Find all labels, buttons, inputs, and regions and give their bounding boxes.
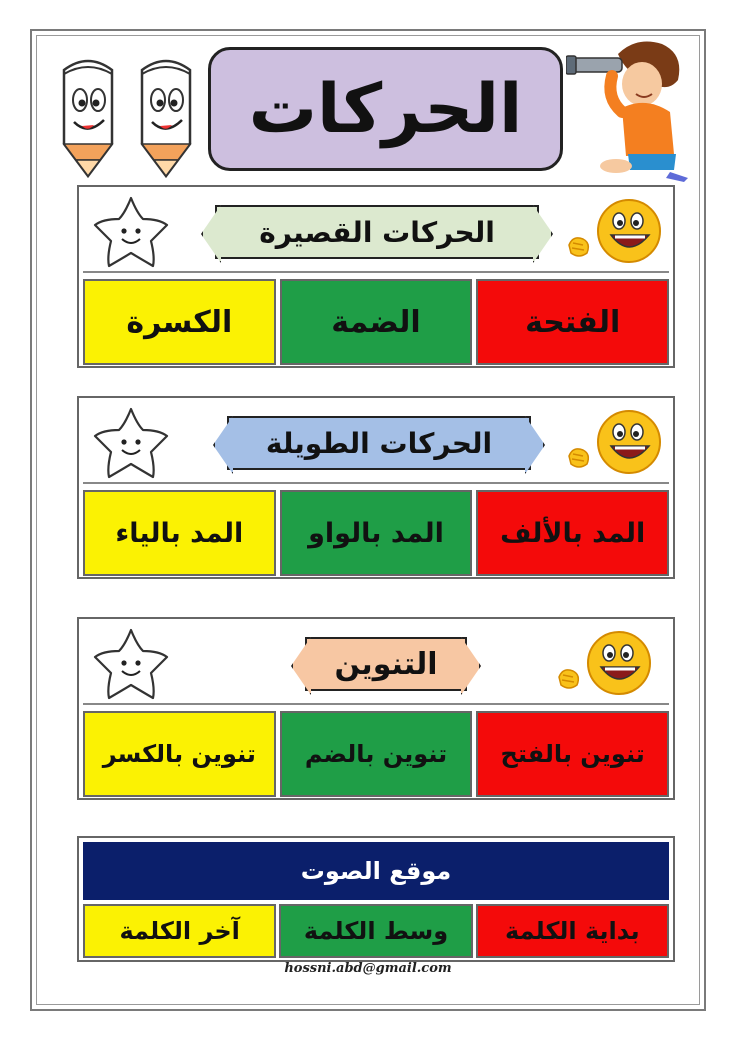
section-header [83,623,669,705]
section-header [83,402,669,484]
pencil-character-icon [52,52,124,184]
smiling-face-icon [563,408,671,480]
smiling-star-icon [91,195,171,269]
sound-position-cells [83,904,669,958]
vowel-cells [83,711,669,797]
smiling-star-icon [91,627,171,701]
cell-kasra: الكسرة [83,279,276,365]
cell-tanween-fath: تنوين بالفتح [476,711,669,797]
cell-word-end: آخر الكلمة [83,904,276,958]
short-vowels-section [77,185,675,368]
smiling-star-icon [91,406,171,480]
cell-word-start: بداية الكلمة [476,904,669,958]
cell-madd-ya: المد بالياء [83,490,276,576]
cell-fatha: الفتحة [476,279,669,365]
cell-madd-waw: المد بالواو [280,490,473,576]
vowel-cells [83,279,669,365]
cell-word-middle: وسط الكلمة [279,904,472,958]
sound-position-section [77,836,675,962]
section-heading: الحركات القصيرة [215,205,539,259]
cell-tanween-damm: تنوين بالضم [280,711,473,797]
smiling-face-icon [553,629,661,701]
tanween-section [77,617,675,800]
boy-with-telescope-icon [566,32,692,182]
long-vowels-section [77,396,675,579]
cell-madd-alif: المد بالألف [476,490,669,576]
author-email: hossni.abd@gmail.com [284,961,452,976]
sound-position-heading: موقع الصوت [83,842,669,900]
smiling-face-icon [563,197,671,269]
pencil-character-icon [130,52,202,184]
vowel-cells [83,490,669,576]
section-heading: الحركات الطويلة [227,416,531,470]
section-header [83,191,669,273]
section-heading: التنوين [305,637,467,691]
cell-damma: الضمة [280,279,473,365]
cell-tanween-kasr: تنوين بالكسر [83,711,276,797]
page-title: الحركات [208,47,563,171]
